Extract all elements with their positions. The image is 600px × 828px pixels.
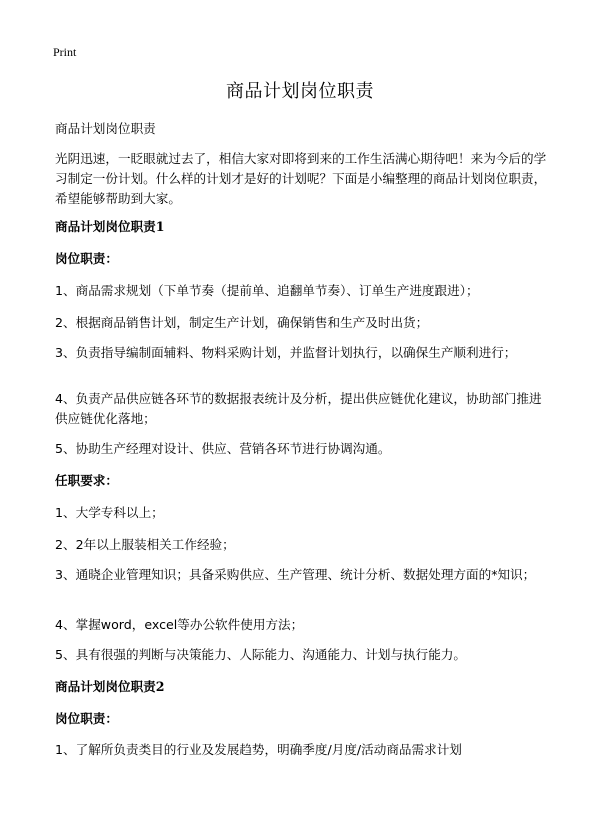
section-1-duty-1: 1、商品需求规划（下单节奏（提前单、追翻单节奏）、订单生产进度跟进）；	[55, 283, 479, 298]
section-2-duties-heading: 岗位职责：	[55, 711, 118, 726]
section-1-requirement-4: 4、掌握word，excel等办公软件使用方法；	[55, 617, 304, 632]
document-title: 商品计划岗位职责	[226, 81, 374, 102]
print-link[interactable]: Print	[53, 45, 77, 59]
section-1-title: 商品计划岗位职责1	[55, 219, 165, 234]
intro-paragraph: 光阴迅速，一眨眼就过去了，相信大家对即将到来的工作生活满心期待吧！来为今后的学习制定一份计划。什么样的计划才是好的计划呢？下面是小编整理的商品计划岗位职责，希望能够帮助到大家。	[55, 151, 547, 206]
section-1-requirements-heading: 任职要求：	[55, 473, 118, 488]
section-2-title: 商品计划岗位职责2	[55, 679, 165, 694]
section-1-duty-3: 3、负责指导编制面辅料、物料采购计划，并监督计划执行，以确保生产顺利进行；	[55, 345, 517, 360]
section-1-duty-4: 4、负责产品供应链各环节的数据报表统计及分析，提出供应链优化建议，协助部门推进供应链优化落地；	[55, 391, 542, 426]
section-2-duty-1: 1、了解所负责类目的行业及发展趋势，明确季度/月度/活动商品需求计划	[55, 742, 462, 757]
section-1-duties-heading: 岗位职责：	[55, 251, 118, 266]
section-1-duty-5: 5、协助生产经理对设计、供应、营销各环节进行协调沟通。	[55, 441, 391, 456]
section-1-requirement-3: 3、通晓企业管理知识；具备采购供应、生产管理、统计分析、数据处理方面的*知识；	[55, 567, 536, 582]
document-subtitle: 商品计划岗位职责	[55, 121, 156, 136]
section-1-requirement-1: 1、大学专科以上；	[55, 505, 164, 520]
section-1-requirement-2: 2、2年以上服装相关工作经验；	[55, 537, 235, 552]
section-1-duty-2: 2、根据商品销售计划，制定生产计划，确保销售和生产及时出货；	[55, 315, 429, 330]
section-1-requirement-5: 5、具有很强的判断与决策能力、人际能力、沟通能力、计划与执行能力。	[55, 647, 467, 662]
